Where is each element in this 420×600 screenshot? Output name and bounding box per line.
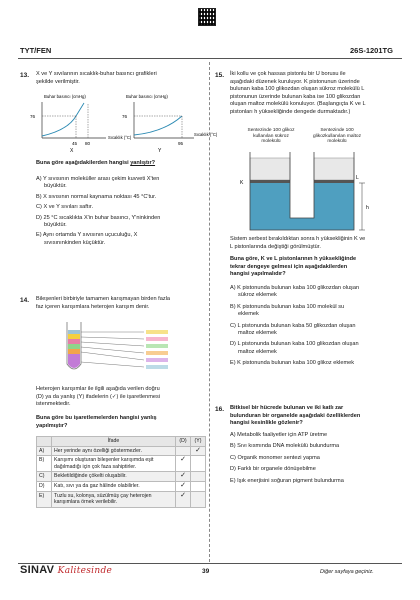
svg-text:Buhar basıncı (cmHg): Buhar basıncı (cmHg)	[44, 94, 86, 99]
next-page-note: Diğer sayfaya geçiniz.	[320, 569, 374, 575]
svg-text:95: 95	[178, 141, 184, 146]
question-14-prompt: Buna göre bu işaretlemelerden hangisi yanlış yapılmıştır?	[36, 415, 157, 429]
q15-option-d[interactable]: D) L pistonunda bulunan kaba 100 glikozdan oluşan maltoz eklemek	[230, 341, 359, 355]
brand-logo: SINAV Kalitesinde	[20, 564, 113, 576]
svg-text:76: 76	[30, 114, 36, 119]
q15-option-e[interactable]: E) K pistonunda bulunan kaba 100 glikoz eklemek	[230, 360, 355, 367]
question-15-prompt: Buna göre, K ve L pistonlarının h yüksekliğinde tekrar dengeye gelmesi için aşağıdakilerden hangisi yapılmalıdır?	[230, 256, 357, 278]
q16-option-c[interactable]: C) Organik monomer sentezi yapma	[230, 454, 320, 461]
tube-layer-legend	[146, 330, 168, 369]
svg-text:45: 45	[72, 141, 78, 146]
q13-option-b[interactable]: B) X sıvısının normal kaynama noktası 45 °C'tur.	[36, 193, 157, 200]
u-tube-apparatus	[228, 146, 408, 234]
svg-text:L: L	[356, 175, 359, 181]
question-15-options	[230, 285, 406, 368]
piston-l	[314, 180, 354, 183]
question-14-table	[36, 436, 206, 508]
q13-option-c[interactable]: C) X ve Y sıvıları saftır.	[36, 204, 94, 211]
u-tube-liquid	[250, 183, 354, 230]
table-row[interactable]: C) Bekletildiğinde çökelti oluşabilir. ✓	[37, 472, 206, 482]
question-16-number: 16.	[215, 406, 225, 413]
question-13-prompt: Buna göre aşağıdakilerden hangisi yanlıştır?	[36, 160, 156, 166]
qr-code-icon	[198, 8, 216, 26]
header-exam-type: TYT/FEN	[20, 46, 52, 55]
svg-text:76: 76	[122, 114, 128, 119]
q13-option-d[interactable]: D) 25 °C sıcaklıkta X'in buhar basıncı, Y'ninkinden büyüktür.	[36, 214, 161, 229]
table-row[interactable]: D) Katı, sıvı ya da gaz hâlinde olabilirler. ✓	[37, 481, 206, 491]
question-15-number: 15.	[215, 72, 225, 79]
container-right	[314, 158, 354, 180]
piston-k	[250, 180, 290, 183]
q15-option-b[interactable]: B) K pistonunda bulunan kaba 100 molekül su eklemek	[230, 303, 345, 318]
tube-layer-3	[68, 339, 80, 344]
question-13-number: 13.	[20, 72, 30, 79]
container-left	[250, 158, 290, 180]
test-tube-illustration	[60, 320, 210, 378]
q13-option-a[interactable]: A) Y sıvısının moleküller arası çekim kuvveti X'ten büyüktür.	[36, 176, 160, 190]
question-15-stem: İki kollu ve çok hassas pistonlu bir U borusu ile aşağıdaki düzenek kuruluyor. K pistonunun üzerinde bulunan kaba 100 glikozdan oluşan sükroz molekülü L pistonunun üzerinde bulunan kaba ise 100 glikozdan oluşan maltoz molekülü konuluyor. (Başlangıçta K ve L pistonları h yüksekliğinde dengede durmaktadır.)	[230, 71, 366, 115]
svg-text:X: X	[70, 148, 74, 154]
svg-text:Sıcaklık (°C): Sıcaklık (°C)	[194, 132, 218, 137]
q16-option-d[interactable]: D) Farklı bir organele dönüşebilme	[230, 466, 316, 473]
header-booklet-code: 26S-1201TG	[350, 46, 393, 55]
q15-option-c[interactable]: C) L pistonunda bulunan kaba 50 glikozdan oluşan maltoz eklemek	[230, 322, 356, 337]
table-header-true: (D)	[176, 437, 191, 447]
table-row[interactable]: A) Her yerinde aynı özelliği göstermezler. ✓	[37, 446, 206, 456]
question-15-info: Sistem serbest bırakıldıktan sonra h yüksekliğinin K ve L pistonlarında değiştiği görülmüştür.	[230, 236, 366, 250]
question-16-options	[230, 432, 406, 485]
tube-layer-6	[68, 354, 80, 368]
question-13-options	[36, 176, 206, 247]
label-sucrose: Sentezinde 100 glikoz kullanılan sükroz molekülü	[247, 128, 295, 145]
question-14-stem: Bileşenleri birbiriyle tamamen karışmayan birden fazla faz içeren karışımlara heterojen karışım denir.	[36, 296, 170, 310]
table-header-statement: İfade	[52, 437, 176, 447]
label-maltose: Sentezinde 100 glikozkullanılan maltoz molekülü	[313, 128, 361, 145]
tube-layer-1	[68, 330, 80, 334]
q13-option-e[interactable]: E) Aynı ortamda Y sıvısının uçuculuğu, X sıvısınınkinden küçüktür.	[36, 232, 138, 246]
graph-y	[122, 94, 218, 154]
tube-layer-4	[68, 344, 80, 349]
table-header-row	[37, 437, 206, 447]
page-number: 39	[202, 568, 210, 575]
svg-text:h: h	[366, 205, 369, 211]
graph-x	[30, 94, 132, 154]
svg-text:Y: Y	[158, 148, 162, 154]
tube-layer-2	[68, 334, 80, 339]
q16-option-b[interactable]: B) Sıvı kısmında DNA molekülü bulundurma	[230, 443, 340, 450]
header-divider	[18, 58, 402, 59]
question-14-number: 14.	[20, 297, 30, 304]
question-16-stem: Bitkisel bir hücrede bulunan ve iki katlı zar bulunduran bir organelde aşağıdaki özelliklerden hangisi kesinlikle gözlenir?	[230, 405, 361, 427]
svg-text:K: K	[240, 180, 244, 186]
question-14-info: Heterojen karışımlar ile ilgili aşağıda verilen doğru (D) ya da yanlış (Y) ifadelerin (✓) ile işaretlenmesi istenmektedir.	[36, 386, 161, 408]
q16-option-a[interactable]: A) Metabolik faaliyetler için ATP üretme	[230, 432, 328, 438]
question-13-stem: X ve Y sıvılarının sıcaklık-buhar basıncı grafikleri şekilde verilmiştir.	[36, 71, 157, 85]
tube-layer-5	[68, 349, 80, 354]
q15-option-a[interactable]: A) K pistonunda bulunan kaba 100 glikozdan oluşan sükroz eklemek	[230, 285, 360, 299]
q16-option-e[interactable]: E) Işık enerjisini soğuran pigment bulundurma	[230, 477, 344, 484]
svg-text:Sıcaklık (°C): Sıcaklık (°C)	[108, 135, 132, 140]
table-header-false: (Y)	[191, 437, 206, 447]
table-row[interactable]: E) Tuzlu su, kolonya, süzülmüş çay heterojen karışımlara örnek verilebilir. ✓	[37, 491, 206, 507]
svg-text:Buhar basıncı (cmHg): Buhar basıncı (cmHg)	[126, 94, 168, 99]
table-row[interactable]: B) Karışımı oluşturan bileşenler karışımda eşit dağılmadığı için çok faza sahiptirler. ✓	[37, 456, 206, 472]
svg-text:80: 80	[85, 141, 91, 146]
question-13-graphs	[24, 92, 218, 154]
